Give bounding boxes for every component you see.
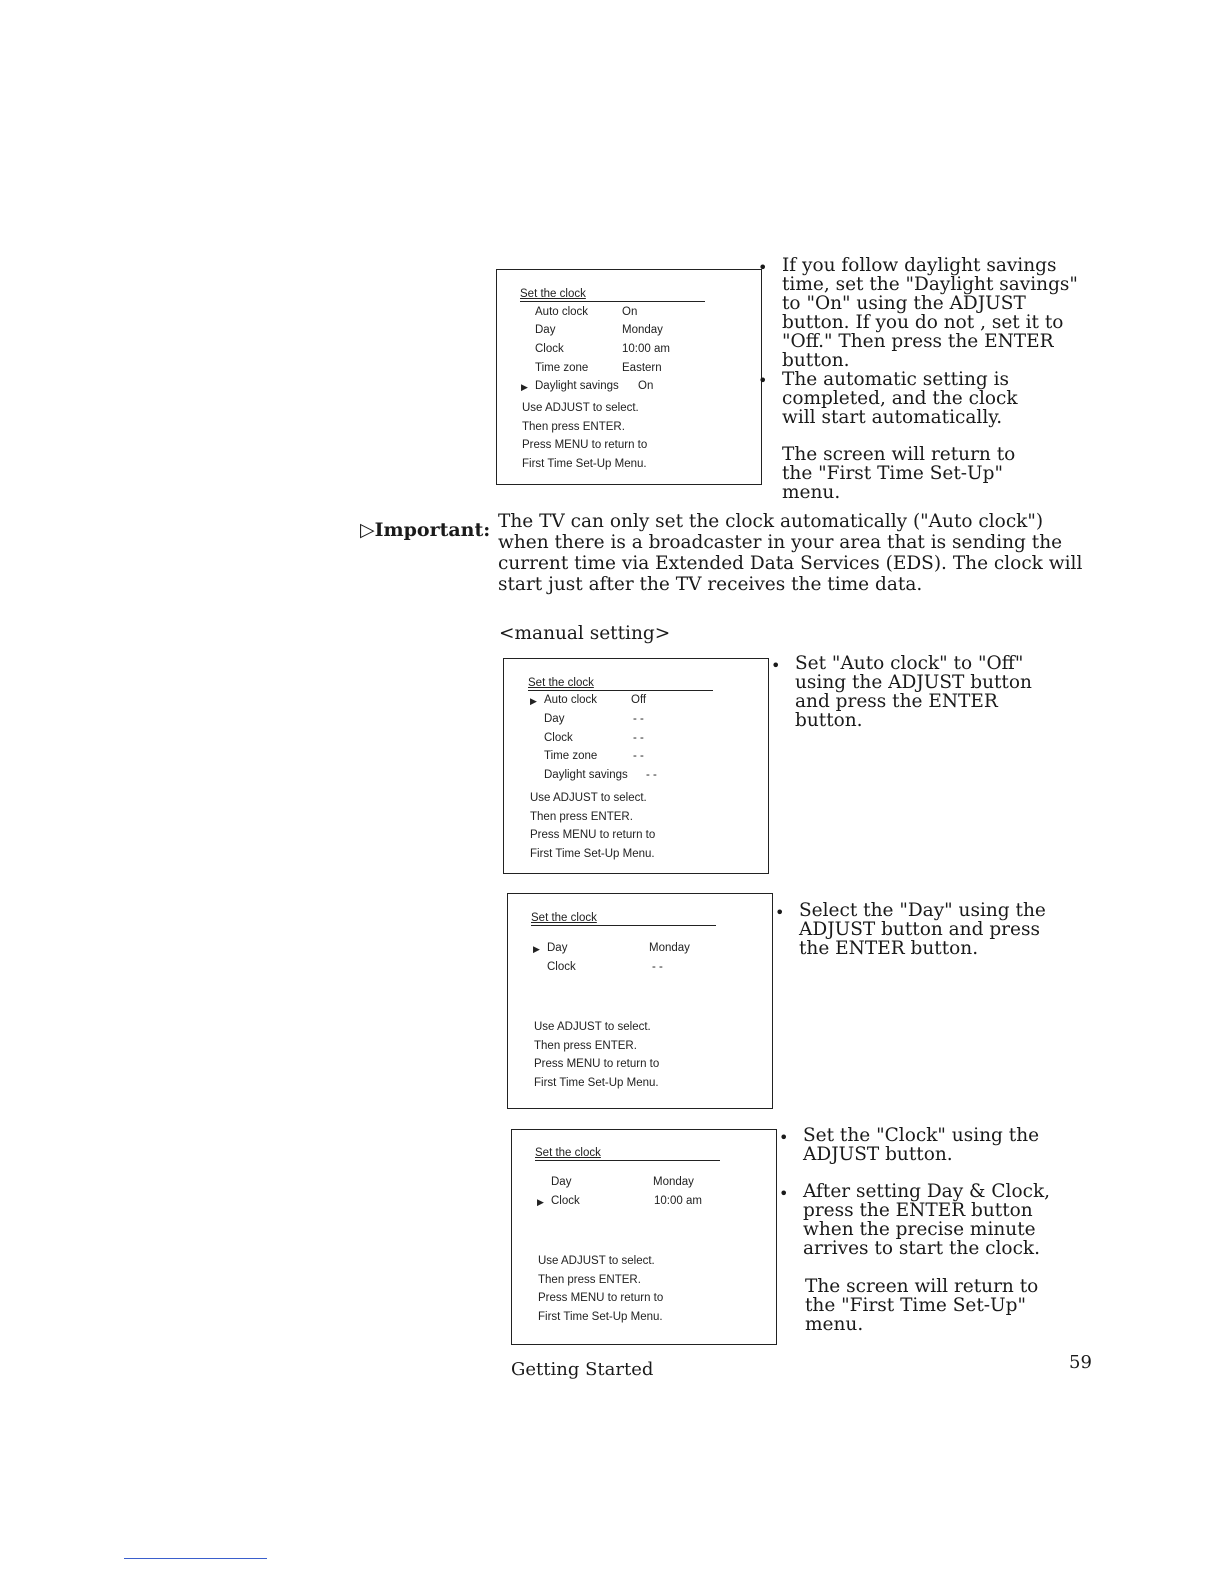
row-value: 10:00 am bbox=[654, 1195, 702, 1207]
bullet-dot: • bbox=[779, 1184, 789, 1203]
row-label: Clock bbox=[551, 1195, 580, 1207]
menu-instruction: Use ADJUST to select. bbox=[538, 1255, 655, 1267]
menu-row-clock bbox=[547, 961, 663, 973]
menu-instruction: Press MENU to return to bbox=[534, 1058, 660, 1070]
menu-row-time-zone bbox=[535, 362, 662, 374]
menu-screen-set-day bbox=[507, 893, 773, 1109]
menu-instruction: Press MENU to return to bbox=[530, 829, 656, 841]
footer-section-title: Getting Started bbox=[511, 1359, 654, 1380]
bullet-dot: • bbox=[775, 903, 785, 922]
bullet-set-clock: Set the "Clock" using the ADJUST button. bbox=[803, 1125, 1040, 1165]
manual-setting-heading: <manual setting> bbox=[499, 623, 671, 644]
menu-row-clock bbox=[544, 732, 644, 744]
important-label-text: Important: bbox=[374, 519, 491, 541]
menu-instruction: Press MENU to return to bbox=[538, 1292, 664, 1304]
menu-title: Set the clock bbox=[528, 677, 713, 691]
menu-screen-set-clock bbox=[511, 1129, 777, 1345]
menu-row-auto-clock bbox=[530, 694, 647, 706]
selection-arrow-icon: ▶ bbox=[530, 696, 537, 706]
row-label: Day bbox=[551, 1176, 572, 1188]
row-label: Day bbox=[547, 942, 568, 954]
menu-instruction: Then press ENTER. bbox=[530, 811, 633, 823]
return-note: The screen will return to the "First Time Set-Up" menu. bbox=[805, 1276, 1039, 1335]
menu-row-auto-clock bbox=[535, 306, 638, 318]
menu-row-clock bbox=[537, 1195, 702, 1207]
menu-instruction: Then press ENTER. bbox=[534, 1040, 637, 1052]
row-value: Monday bbox=[649, 942, 690, 954]
bullet-dot: • bbox=[758, 371, 768, 390]
row-label: Auto clock bbox=[535, 306, 589, 318]
row-label: Clock bbox=[544, 732, 573, 744]
row-value: - - bbox=[633, 750, 644, 762]
menu-title: Set the clock bbox=[535, 1147, 720, 1161]
row-label: Day bbox=[535, 324, 556, 336]
menu-row-day bbox=[533, 942, 690, 954]
menu-title: Set the clock bbox=[520, 288, 705, 302]
bullet-dot: • bbox=[779, 1128, 789, 1147]
row-value: Eastern bbox=[622, 362, 662, 374]
row-value: On bbox=[622, 306, 638, 318]
row-label: Clock bbox=[535, 343, 564, 355]
bullet-after-setting: After setting Day & Clock, press the ENTER button when the precise minute arrives to start the clock. bbox=[803, 1181, 1051, 1259]
menu-instruction: First Time Set-Up Menu. bbox=[534, 1077, 659, 1089]
bottom-rule bbox=[124, 1558, 267, 1559]
bullet-automatic-complete: The automatic setting is completed, and the clock will start automatically. bbox=[782, 369, 1018, 428]
menu-row-daylight-savings bbox=[521, 380, 654, 392]
row-value: 10:00 am bbox=[622, 343, 670, 355]
menu-row-day bbox=[535, 324, 663, 336]
menu-instruction: Then press ENTER. bbox=[538, 1274, 641, 1286]
row-value: - - bbox=[652, 961, 663, 973]
menu-row-clock bbox=[535, 343, 670, 355]
important-label bbox=[360, 519, 490, 541]
menu-row-time-zone bbox=[544, 750, 644, 762]
menu-instruction: Use ADJUST to select. bbox=[522, 402, 639, 414]
selection-arrow-icon: ▶ bbox=[533, 944, 540, 954]
row-label: Day bbox=[544, 713, 565, 725]
row-label: Time zone bbox=[535, 362, 589, 374]
return-note: The screen will return to the "First Time Set-Up" menu. bbox=[782, 444, 1016, 503]
selection-arrow-icon: ▶ bbox=[537, 1197, 544, 1207]
bullet-select-day: Select the "Day" using the ADJUST button and press the ENTER button. bbox=[799, 900, 1046, 959]
row-label: Auto clock bbox=[544, 694, 598, 706]
page-number: 59 bbox=[1069, 1352, 1092, 1373]
row-value: Off bbox=[631, 694, 647, 706]
bullet-set-auto-clock-off: Set "Auto clock" to "Off" using the ADJUST button and press the ENTER button. bbox=[795, 653, 1032, 731]
menu-screen-manual-auto-clock bbox=[503, 658, 769, 874]
menu-instruction: Use ADJUST to select. bbox=[534, 1021, 651, 1033]
bullet-daylight-savings: If you follow daylight savings time, set the "Daylight savings" to "On" using the ADJUST button. If you do not , set it to "Off." Then press the ENTER button. bbox=[782, 255, 1078, 371]
menu-instruction: First Time Set-Up Menu. bbox=[538, 1311, 663, 1323]
row-label: Time zone bbox=[544, 750, 598, 762]
bullet-dot: • bbox=[758, 258, 768, 277]
important-text: The TV can only set the clock automatically ("Auto clock") when there is a broadcaster in your area that is sending the current time via Extended Data Services (EDS). The clock will start just after the TV receives the time data. bbox=[498, 511, 1083, 595]
row-value: On bbox=[638, 380, 654, 392]
menu-row-daylight-savings bbox=[544, 769, 657, 781]
row-value: - - bbox=[646, 769, 657, 781]
menu-instruction: First Time Set-Up Menu. bbox=[530, 848, 655, 860]
menu-title: Set the clock bbox=[531, 912, 716, 926]
menu-instruction: Press MENU to return to bbox=[522, 439, 648, 451]
menu-instruction: Then press ENTER. bbox=[522, 421, 625, 433]
row-value: - - bbox=[633, 713, 644, 725]
row-value: Monday bbox=[622, 324, 663, 336]
selection-arrow-icon: ▶ bbox=[521, 382, 528, 392]
menu-row-day bbox=[544, 713, 644, 725]
triangle-right-icon: ▷ bbox=[360, 519, 375, 541]
row-label: Daylight savings bbox=[535, 380, 619, 392]
menu-screen-auto-clock bbox=[496, 269, 762, 485]
row-label: Clock bbox=[547, 961, 576, 973]
row-label: Daylight savings bbox=[544, 769, 628, 781]
menu-instruction: First Time Set-Up Menu. bbox=[522, 458, 647, 470]
menu-row-day bbox=[551, 1176, 694, 1188]
bullet-dot: • bbox=[771, 656, 781, 675]
menu-instruction: Use ADJUST to select. bbox=[530, 792, 647, 804]
row-value: - - bbox=[633, 732, 644, 744]
row-value: Monday bbox=[653, 1176, 694, 1188]
